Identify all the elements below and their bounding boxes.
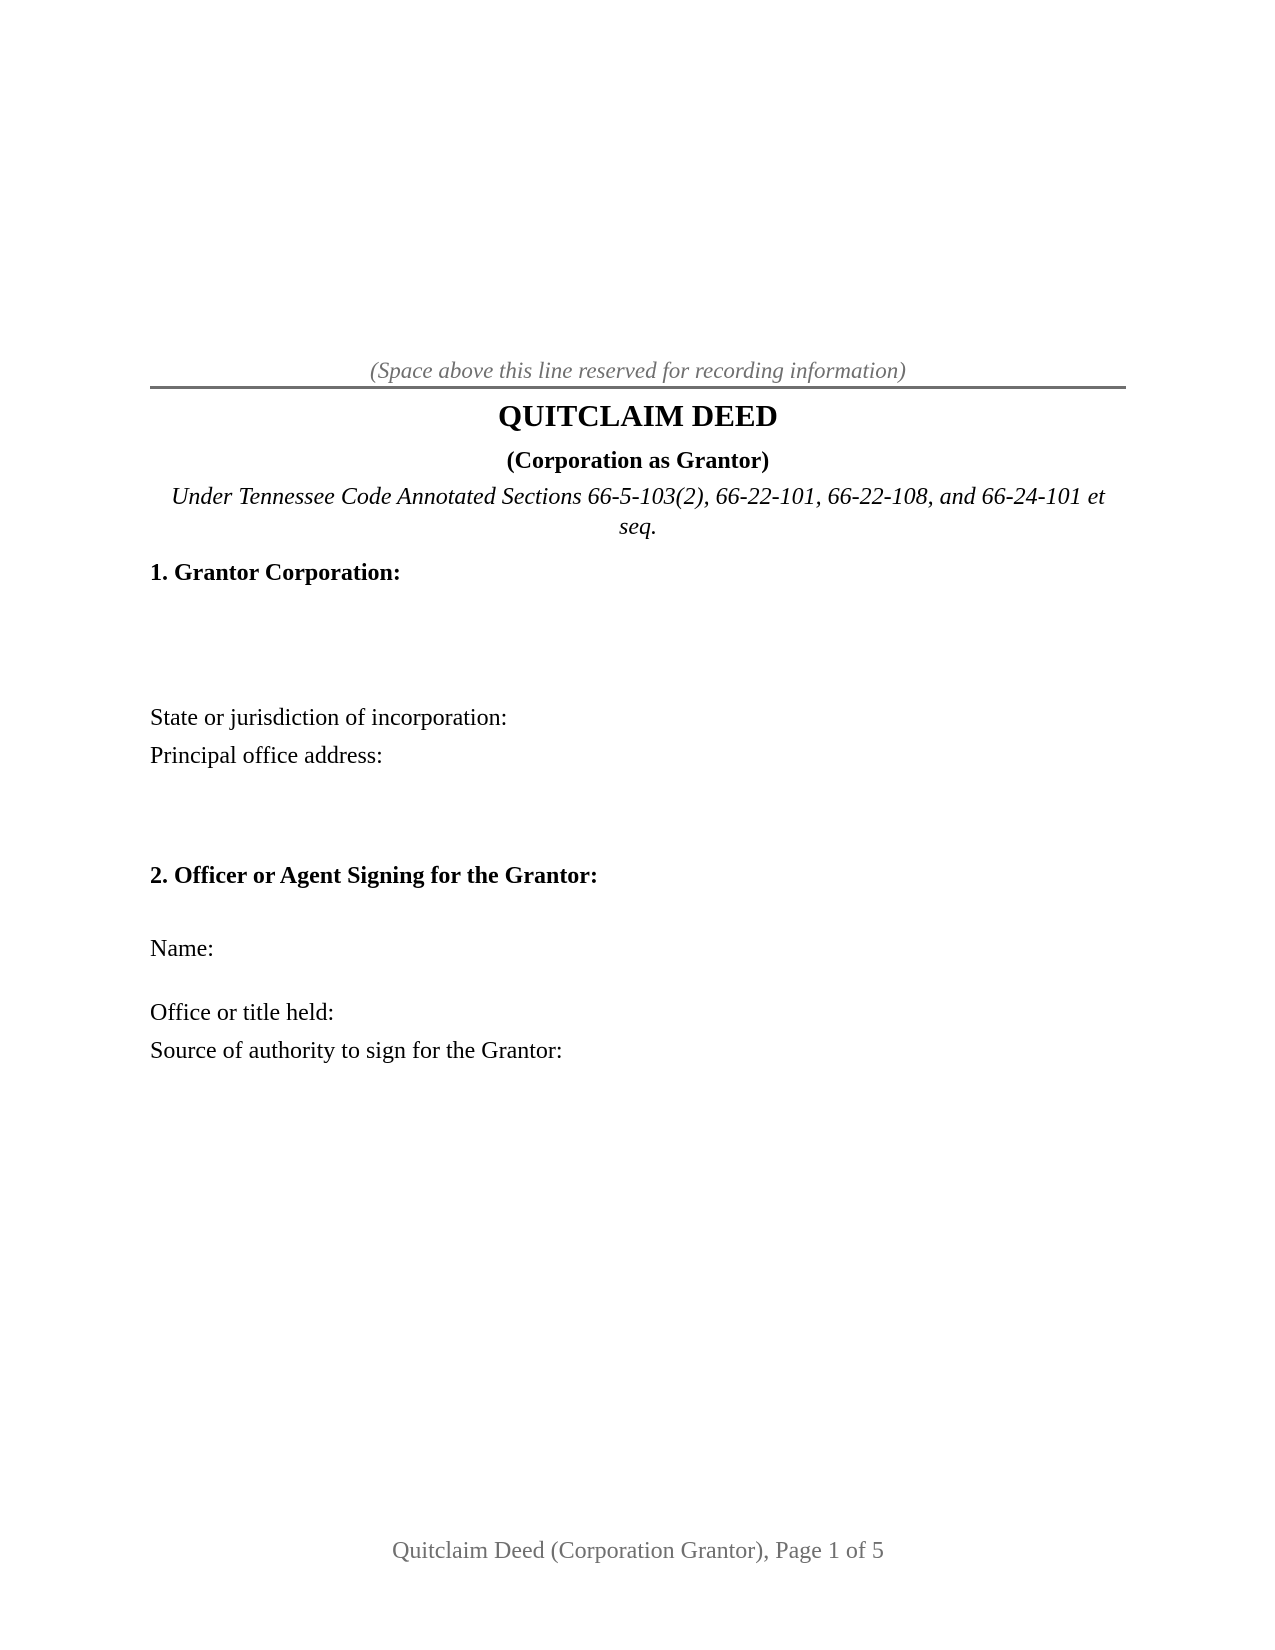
- document-subtitle: (Corporation as Grantor): [506, 448, 770, 474]
- principal-office-address-label: Principal office address:: [150, 743, 383, 769]
- recording-divider-line: [150, 386, 1126, 389]
- section-heading-grantor-corporation: 1. Grantor Corporation:: [150, 560, 401, 586]
- section-heading-officer-agent: 2. Officer or Agent Signing for the Grantor:: [150, 863, 598, 889]
- state-of-incorporation-label: State or jurisdiction of incorporation:: [150, 705, 508, 731]
- statute-reference: Under Tennessee Code Annotated Sections 66-5-103(2), 66-22-101, 66-22-108, and 66-24-101 et seq.: [171, 484, 1105, 540]
- signing-authority-label: Source of authority to sign for the Grantor:: [150, 1038, 563, 1064]
- office-title-label: Office or title held:: [150, 1000, 335, 1026]
- officer-name-label: Name:: [150, 936, 214, 962]
- page-footer: Quitclaim Deed (Corporation Grantor), Page 1 of 5: [392, 1538, 884, 1564]
- document-title: QUITCLAIM DEED: [498, 398, 778, 433]
- recording-reserved-note: (Space above this line reserved for recording information): [370, 358, 906, 383]
